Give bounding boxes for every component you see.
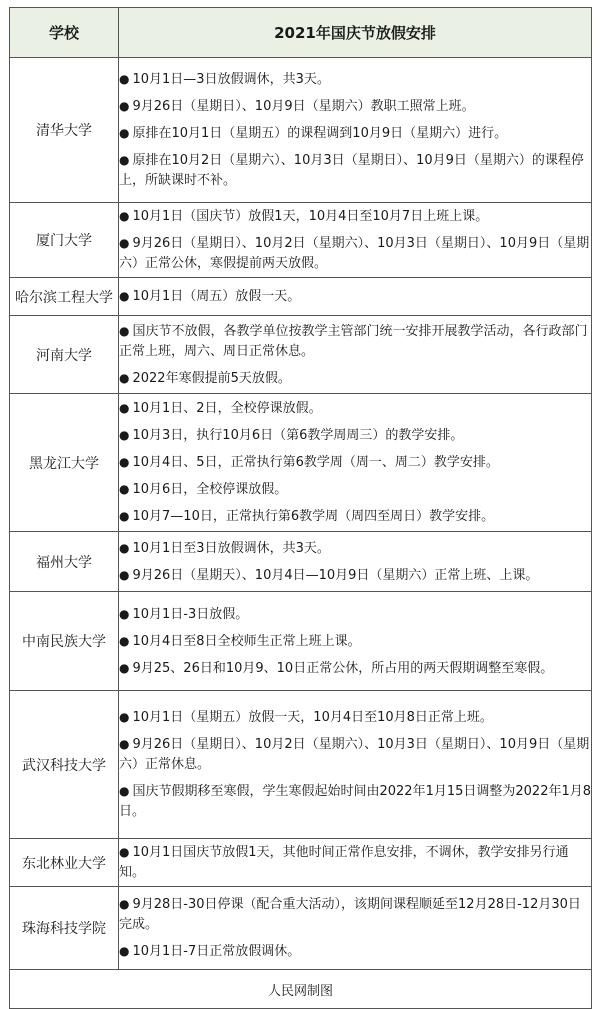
bullet-icon: ● (119, 209, 130, 223)
schedule-items (119, 839, 592, 887)
list-item (119, 731, 591, 778)
bullet-icon: ● (119, 99, 130, 113)
list-item (119, 503, 591, 530)
table-row (10, 887, 592, 970)
item-text: 9月28日-30日停课（配合重大活动），该期间课程顺延至12月28日-12月30日完成。 (119, 897, 581, 932)
school-name: 哈尔滨工程大学 (10, 278, 119, 316)
item-text: 9月26日（星期天）、10月4日—10月9日（星期六）正常上班、上课。 (132, 567, 539, 583)
item-text: 10月3日，执行10月6日（第6教学周周三）的教学安排。 (132, 428, 464, 443)
item-text: 9月26日（星期日）、10月2日（星期六）、10月3日（星期日）、10月9日（星期六）正常公休，寒假提前两天放假。 (119, 236, 590, 271)
table-row (10, 691, 592, 839)
bullet-icon: ● (119, 606, 130, 621)
item-text: 国庆节不放假，各教学单位按教学主管部门统一安排开展教学活动，各行政部门正常上班，周六、周日正常休息。 (119, 323, 588, 359)
item-text: 2022年寒假提前5天放假。 (132, 370, 291, 386)
list-item (119, 449, 591, 476)
header-school: 学校 (10, 8, 119, 58)
table-header-row (10, 8, 592, 58)
school-name: 武汉科技大学 (10, 691, 119, 839)
schedule-items (119, 691, 592, 839)
list-item (119, 318, 591, 365)
list-item (119, 839, 591, 886)
bullet-icon: ● (119, 153, 130, 167)
list-item (119, 655, 591, 682)
holiday-schedule-table (9, 7, 592, 1009)
item-text: 10月7—10日，正常执行第6教学周（周四至周日）教学安排。 (132, 509, 495, 524)
bullet-icon: ● (119, 370, 130, 385)
school-name: 东北林业大学 (10, 839, 119, 887)
schedule-items (119, 592, 592, 691)
bullet-icon: ● (119, 236, 130, 250)
item-text: 9月25、26日和10月9、10日正常公休，所占用的两天假期调整至寒假。 (132, 660, 554, 676)
table-row (10, 316, 592, 394)
bullet-icon: ● (119, 845, 130, 859)
bullet-icon: ● (119, 784, 130, 798)
table-row (10, 203, 592, 278)
list-item (119, 562, 591, 589)
bullet-icon: ● (119, 540, 130, 555)
bullet-icon: ● (119, 289, 130, 303)
item-text: 原排在10月1日（星期五）的课程调到10月9日（星期六）进行。 (132, 126, 508, 141)
table-body (10, 58, 592, 970)
list-item (119, 704, 591, 731)
source-credit: 人民网制图 (10, 970, 592, 1009)
bullet-icon: ● (119, 455, 130, 469)
bullet-icon: ● (119, 509, 130, 523)
item-text: 9月26日（星期日）、10月2日（星期六）、10月3日（星期日）、10月9日（星期六）正常休息。 (119, 737, 590, 772)
item-text: 10月1日（周五）放假一天。 (132, 289, 301, 304)
table-row (10, 532, 592, 592)
list-item (119, 535, 591, 562)
table-row (10, 592, 592, 691)
bullet-icon: ● (119, 897, 130, 911)
schedule-items (119, 394, 592, 532)
school-name: 河南大学 (10, 316, 119, 394)
item-text: 10月6日，全校停课放假。 (132, 482, 288, 497)
list-item (119, 422, 591, 449)
list-item (119, 891, 591, 938)
bullet-icon: ● (119, 428, 130, 442)
school-name: 清华大学 (10, 58, 119, 203)
list-item (119, 395, 591, 422)
list-item (119, 365, 591, 392)
school-name: 珠海科技学院 (10, 887, 119, 970)
header-plan: 2021年国庆节放假安排 (119, 8, 592, 58)
schedule-items (119, 887, 592, 970)
item-text: 10月4日、5日，正常执行第6教学周（周一、周二）教学安排。 (132, 455, 499, 470)
school-name: 中南民族大学 (10, 592, 119, 691)
schedule-items (119, 203, 592, 278)
item-text: 10月1日-7日正常放假调休。 (132, 944, 301, 959)
item-text: 10月1日至3日放假调休，共3天。 (132, 540, 330, 556)
school-name: 福州大学 (10, 532, 119, 592)
bullet-icon: ● (119, 944, 130, 958)
bullet-icon: ● (119, 482, 130, 496)
item-text: 10月1日（国庆节）放假1天，10月4日至10月7日上班上课。 (132, 209, 489, 224)
school-name: 黑龙江大学 (10, 394, 119, 532)
bullet-icon: ● (119, 72, 130, 86)
list-item (119, 778, 591, 825)
bullet-icon: ● (119, 126, 130, 140)
footer-row (10, 970, 592, 1009)
school-name: 厦门大学 (10, 203, 119, 278)
table-row (10, 394, 592, 532)
schedule-items (119, 316, 592, 394)
item-text: 10月1日（星期五）放假一天，10月4日至10月8日正常上班。 (132, 710, 493, 725)
bullet-icon: ● (119, 710, 130, 724)
bullet-icon: ● (119, 633, 130, 648)
item-text: 9月26日（星期日）、10月9日（星期六）教职工照常上班。 (132, 99, 475, 114)
bullet-icon: ● (119, 567, 130, 582)
schedule-table-wrapper (9, 7, 592, 1009)
item-text: 原排在10月2日（星期六）、10月3日（星期日）、10月9日（星期六）的课程停上，所缺课时不补。 (119, 153, 584, 188)
bullet-icon: ● (119, 323, 130, 338)
list-item (119, 601, 591, 628)
list-item (119, 938, 591, 965)
list-item (119, 147, 591, 194)
bullet-icon: ● (119, 401, 130, 415)
list-item (119, 66, 591, 93)
schedule-items (119, 278, 592, 316)
list-item (119, 230, 591, 277)
list-item (119, 283, 591, 310)
table-row (10, 278, 592, 316)
list-item (119, 628, 591, 655)
table-row (10, 58, 592, 203)
schedule-items (119, 532, 592, 592)
bullet-icon: ● (119, 660, 130, 675)
item-text: 10月1日国庆节放假1天，其他时间正常作息安排，不调休，教学安排另行通知。 (119, 845, 569, 880)
item-text: 10月1日—3日放假调休，共3天。 (132, 72, 330, 87)
table-row (10, 839, 592, 887)
item-text: 10月1日、2日，全校停课放假。 (132, 401, 322, 416)
item-text: 10月4日至8日全校师生正常上班上课。 (132, 633, 361, 649)
list-item (119, 93, 591, 120)
list-item (119, 120, 591, 147)
list-item (119, 476, 591, 503)
schedule-items (119, 58, 592, 203)
item-text: 国庆节假期移至寒假，学生寒假起始时间由2022年1月15日调整为2022年1月8日。 (119, 784, 592, 819)
list-item (119, 203, 591, 230)
bullet-icon: ● (119, 737, 130, 751)
item-text: 10月1日-3日放假。 (132, 606, 249, 622)
